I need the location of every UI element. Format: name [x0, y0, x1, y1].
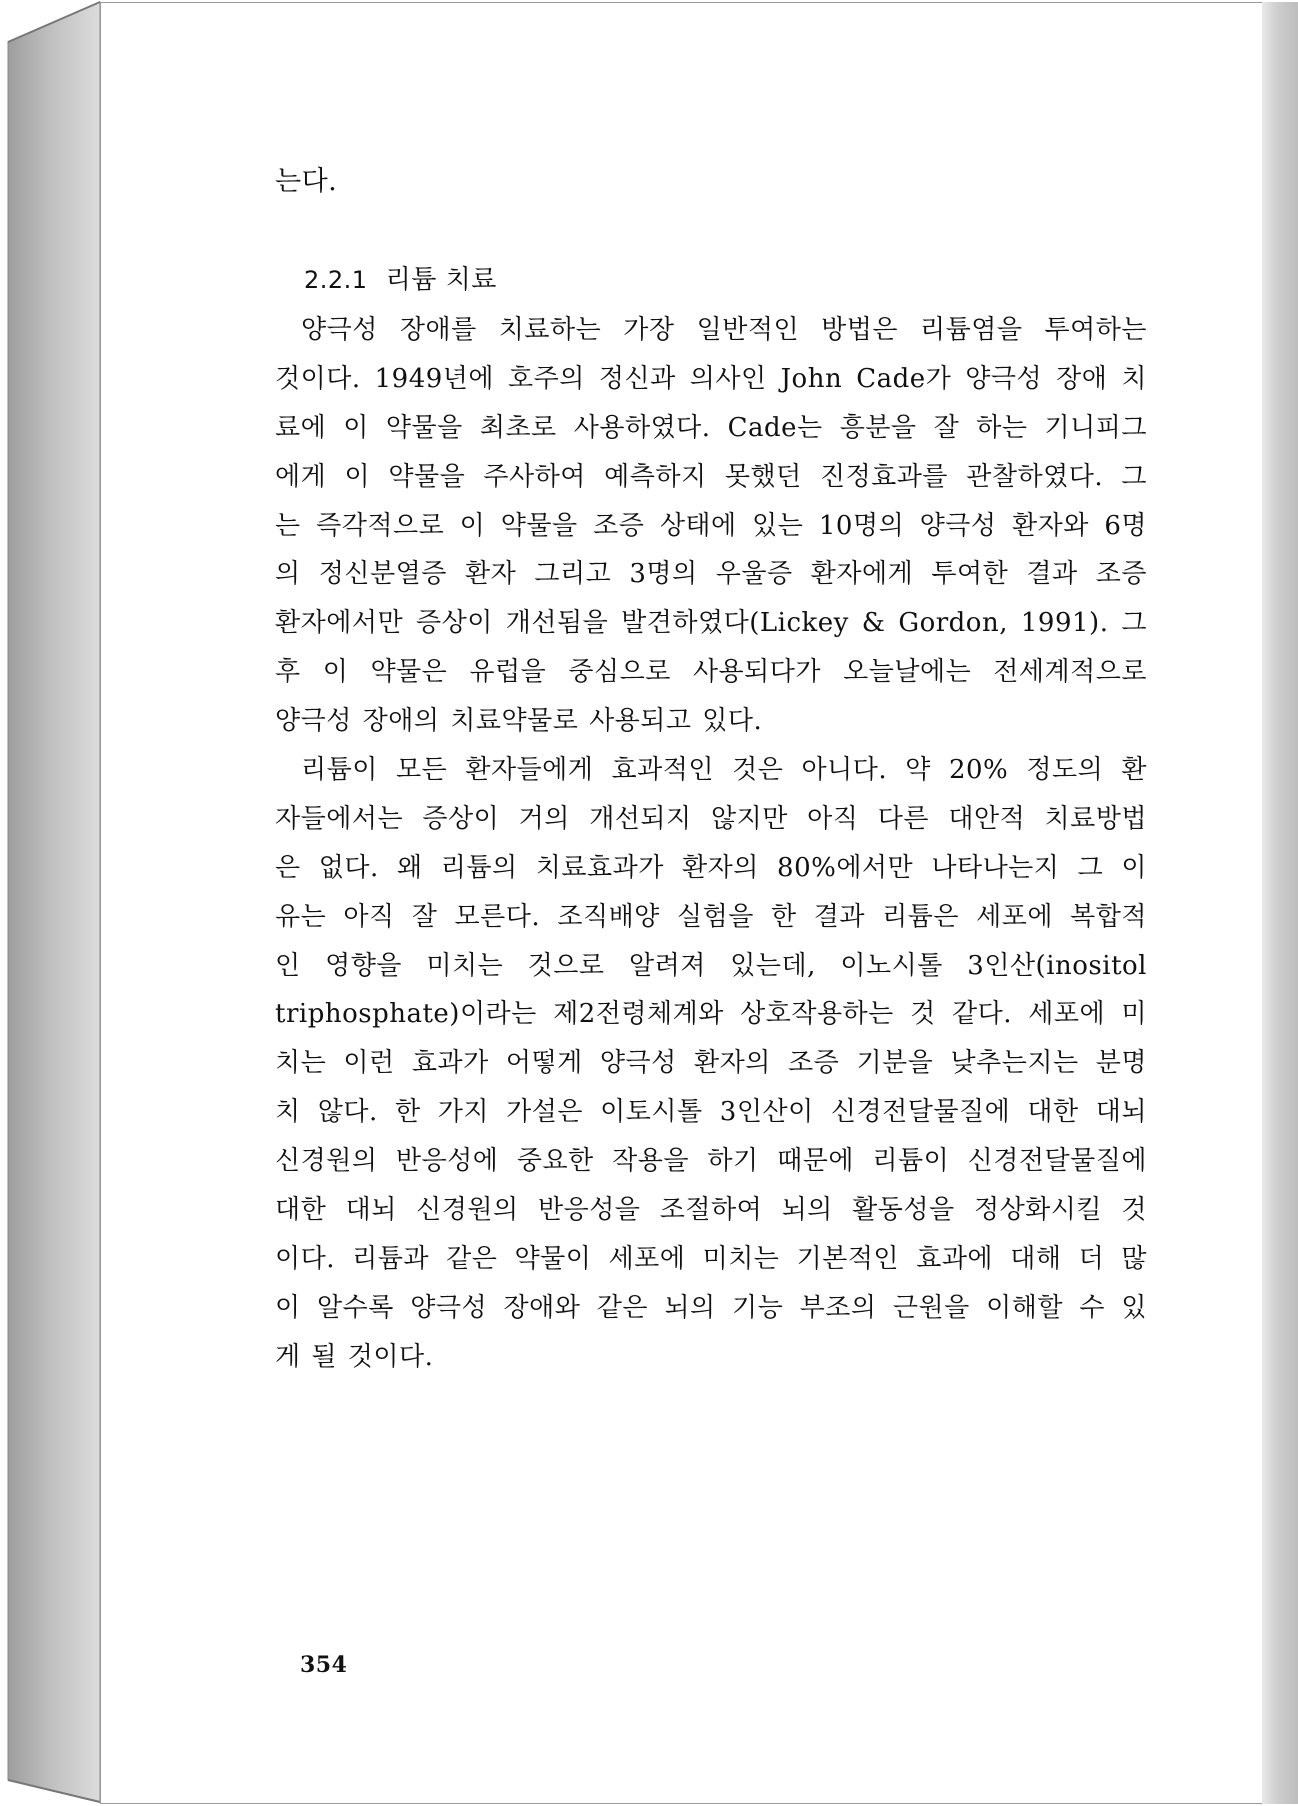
text-line: 에게 이 약물을 주사하여 예측하지 못했던 진정효과를 관찰하였다. 그	[275, 461, 1147, 492]
text-line: triphosphate)이라는 제2전령체계와 상호작용하는 것 같다. 세포에 미	[275, 999, 1147, 1030]
text-line: 유는 아직 잘 모른다. 조직배양 실험을 한 결과 리튬은 세포에 복합적	[275, 901, 1147, 932]
text-line: 는 즉각적으로 이 약물을 조증 상태에 있는 10명의 양극성 환자와 6명	[275, 510, 1147, 541]
text-line: 양극성 장애의 치료약물로 사용되고 있다.	[275, 706, 763, 737]
page-number: 354	[300, 1652, 348, 1678]
text-line: 자들에서는 증상이 거의 개선되지 않지만 아직 다른 대안적 치료방법	[275, 803, 1147, 834]
text-line: 게 될 것이다.	[275, 1341, 434, 1372]
text-line: 인 영향을 미치는 것으로 알려져 있는데, 이노시톨 3인산(inositol	[275, 950, 1147, 981]
text-line: 것이다. 1949년에 호주의 정신과 의사인 John Cade가 양극성 장애 치	[275, 363, 1147, 394]
text-line: 후 이 약물은 유럽을 중심으로 사용되다가 오늘날에는 전세계적으로	[275, 657, 1147, 688]
text-line: 치는 이런 효과가 어떻게 양극성 환자의 조증 기분을 낮추는지는 분명	[275, 1048, 1147, 1079]
text-line: 대한 대뇌 신경원의 반응성을 조절하여 뇌의 활동성을 정상화시킬 것	[275, 1195, 1147, 1226]
text-line: 양극성 장애를 치료하는 가장 일반적인 방법은 리튬염을 투여하는	[301, 315, 1147, 345]
text-line: 료에 이 약물을 최초로 사용하였다. Cade는 흥분을 잘 하는 기니피그	[275, 412, 1147, 443]
book-spine	[0, 0, 110, 1806]
text-line: 치 않다. 한 가지 가설은 이토시톨 3인산이 신경전달물질에 대한 대뇌	[275, 1097, 1147, 1128]
section-heading	[304, 260, 497, 300]
text-line: 의 정신분열증 환자 그리고 3명의 우울증 환자에게 투여한 결과 조증	[275, 559, 1147, 590]
text-line: 이다. 리튬과 같은 약물이 세포에 미치는 기본적인 효과에 대해 더 많	[275, 1243, 1147, 1274]
text-line: 이 알수록 양극성 장애와 같은 뇌의 기능 부조의 근원을 이해할 수 있	[275, 1292, 1147, 1323]
page-edge-shadow	[1262, 2, 1298, 1804]
body-text	[275, 306, 1147, 1382]
text-line: 은 없다. 왜 리튬의 치료효과가 환자의 80%에서만 나타나는지 그 이	[275, 852, 1147, 883]
text-line: 환자에서만 증상이 개선됨을 발견하였다(Lickey & Gordon, 1991). 그	[275, 608, 1147, 639]
text-fragment: 는다.	[275, 166, 338, 197]
section-title: 리튬 치료	[385, 265, 497, 295]
section-number: 2.2.1	[304, 266, 368, 294]
text-line: 리튬이 모든 환자들에게 효과적인 것은 아니다. 약 20% 정도의 환	[301, 755, 1147, 786]
text-line: 신경원의 반응성에 중요한 작용을 하기 때문에 리튬이 신경전달물질에	[275, 1146, 1147, 1177]
